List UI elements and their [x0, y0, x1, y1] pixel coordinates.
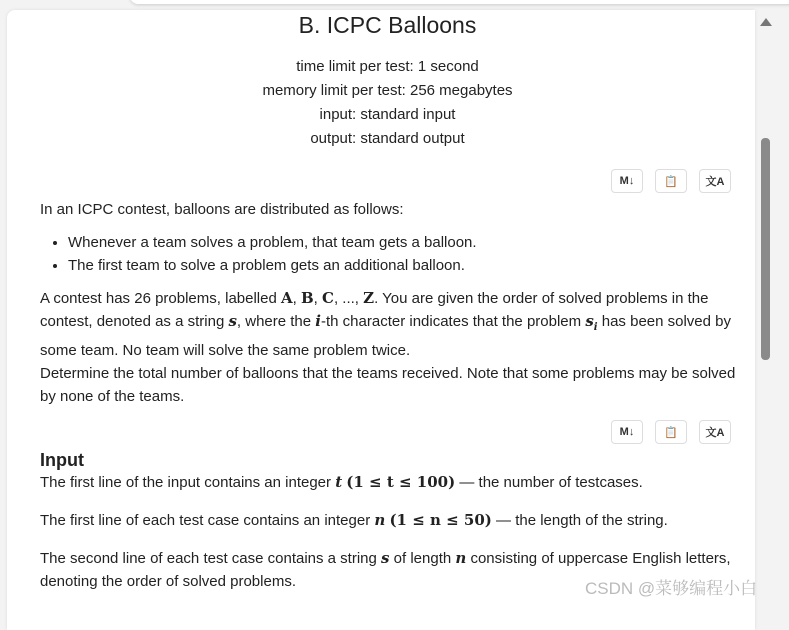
list-item: • Whenever a team solves a problem, that team gets a balloon.: [68, 231, 740, 254]
text: . You are given the order of solved problems in the contest, denoted as a string: [40, 290, 709, 330]
clipboard-icon: 📋: [664, 426, 678, 439]
input-toolbar: [611, 420, 731, 444]
translate-icon: 文A: [705, 427, 725, 439]
text: The first line of each test case contains an integer: [40, 512, 375, 529]
clipboard-icon: 📋: [664, 175, 678, 188]
translate-button[interactable]: [699, 169, 731, 193]
intro-text: In an ICPC contest, balloons are distributed as follows:: [40, 201, 404, 218]
input-spec: input: standard input: [319, 106, 456, 123]
list-item: • The first team to solve a problem gets an additional balloon.: [68, 254, 740, 277]
math: i: [593, 322, 598, 333]
text: A contest has 26 problems, labelled: [40, 290, 281, 307]
math: (1 ≤ n ≤ 50): [389, 511, 492, 529]
input-line: [40, 471, 740, 494]
math: n: [455, 549, 467, 567]
time-limit: time limit per test: 1 second: [296, 58, 479, 75]
text: The second line of each test case contains a string: [40, 550, 382, 567]
math: C: [322, 289, 334, 307]
copy-button[interactable]: [655, 420, 687, 444]
math: s: [381, 549, 390, 567]
math: s: [585, 312, 594, 330]
markdown-button[interactable]: M↓: [611, 420, 643, 444]
text: -th character indicates that the problem: [321, 313, 586, 330]
text: — the number of testcases.: [455, 474, 643, 491]
input-heading: Input: [40, 450, 84, 470]
statement: [40, 198, 740, 408]
text: The first line of the input contains an integer: [40, 474, 336, 491]
statement-paragraph: A contest has 26 problems, labelled A, B, C, ..., Z. You are given the order of solved problems in the contest, denoted as a string s, where the i-th character indicates that the problem $s_i$ has been solved by some team. No team will solve the same problem twice.: [40, 289, 732, 359]
text: has been solved by some team. No team will solve the same problem twice.: [40, 313, 732, 359]
text: , where the: [236, 313, 316, 330]
math: (1 ≤ t ≤ 100): [346, 473, 456, 491]
math: s: [228, 312, 237, 330]
input-section: [40, 449, 740, 593]
top-bar: [130, 0, 789, 4]
math: n: [374, 511, 386, 529]
math: A: [280, 289, 293, 307]
translate-icon: 文A: [705, 176, 725, 188]
output-spec: output: standard output: [310, 130, 465, 147]
markdown-button[interactable]: M↓: [611, 169, 643, 193]
math: Z: [363, 289, 375, 307]
math: B: [300, 289, 314, 307]
watermark: CSDN @菜够编程小白: [585, 579, 758, 598]
text: consisting of uppercase English letters, denoting the order of solved problems.: [40, 550, 731, 590]
statement-paragraph: Determine the total number of balloons that the teams received. Note that some problems may be solved by none of the teams.: [40, 365, 736, 405]
math: t: [335, 473, 343, 491]
statement-toolbar: [611, 169, 731, 193]
copy-button[interactable]: [655, 169, 687, 193]
memory-limit: memory limit per test: 256 megabytes: [262, 82, 513, 99]
rules-list: [40, 231, 740, 277]
translate-button[interactable]: [699, 420, 731, 444]
problem-limits: [0, 55, 775, 151]
text: — the length of the string.: [491, 512, 668, 529]
math: i: [315, 312, 321, 330]
scrollbar-thumb[interactable]: [761, 138, 770, 360]
input-line: [40, 509, 740, 532]
problem-title: B. ICPC Balloons: [298, 12, 477, 38]
scrollbar[interactable]: [757, 14, 773, 604]
scroll-up-icon[interactable]: [760, 18, 772, 26]
text: of length: [389, 550, 456, 567]
